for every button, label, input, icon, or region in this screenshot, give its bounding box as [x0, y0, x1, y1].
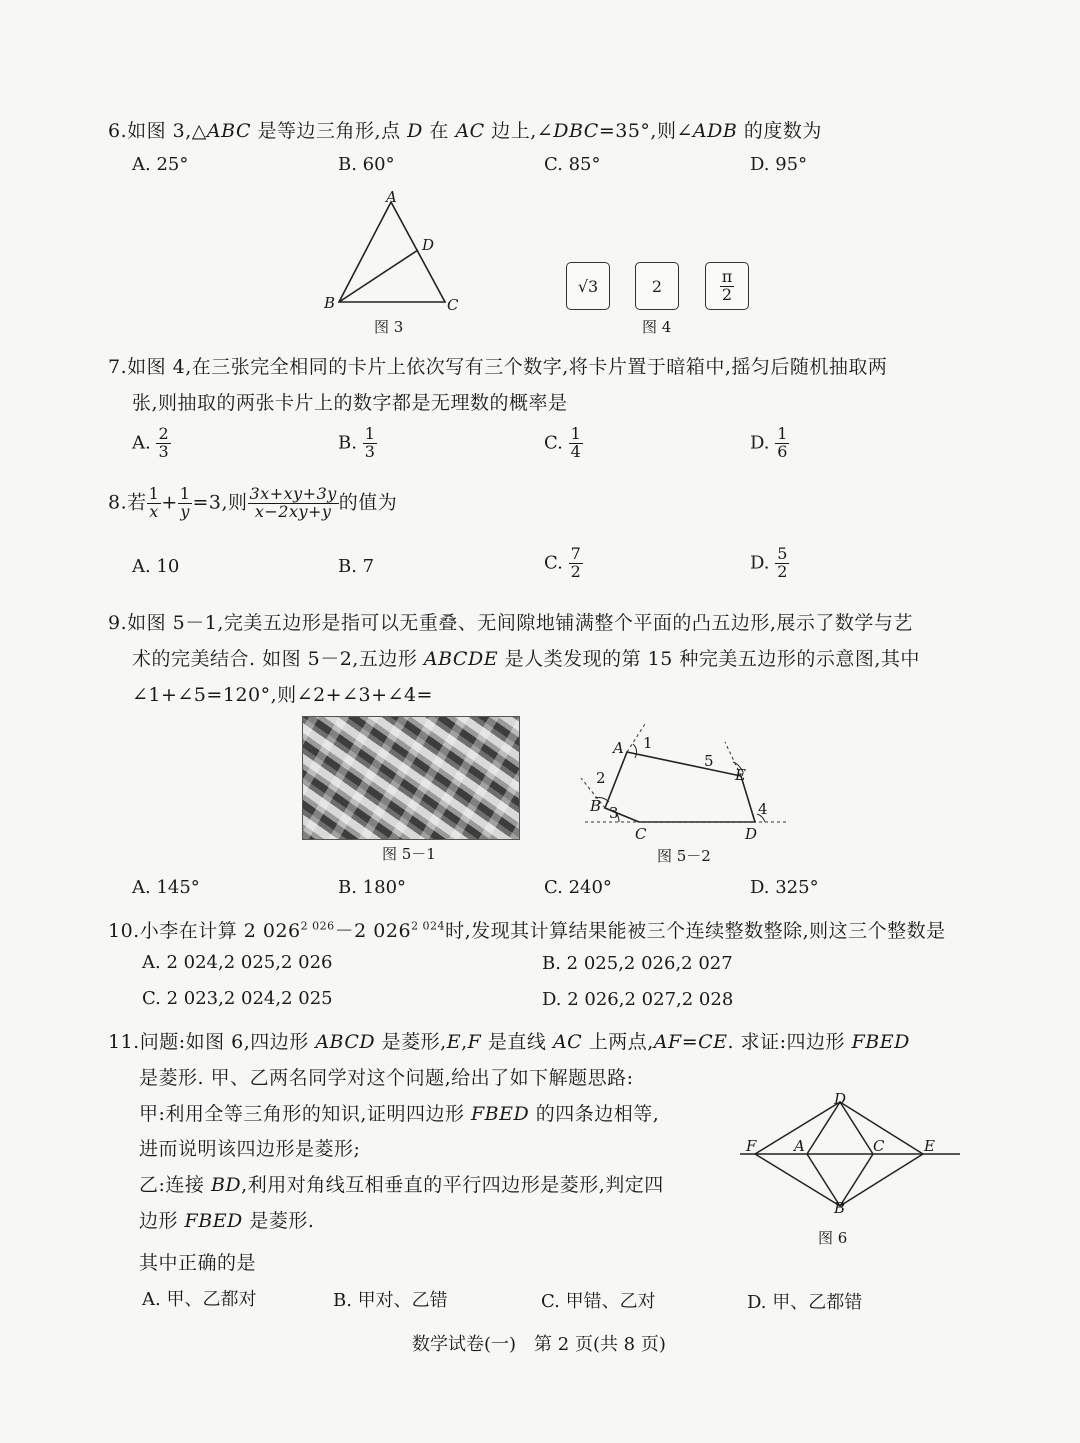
q6-stem-part: 边上,∠	[484, 120, 554, 142]
denominator: 3	[364, 441, 375, 461]
fig3-label-d: D	[422, 236, 435, 254]
fig6-label-a: A	[794, 1137, 805, 1155]
q6-option-a: A. 25°	[132, 154, 189, 175]
fig3-label-a: A	[386, 188, 397, 206]
q8-main-fraction	[248, 486, 339, 521]
q9-line-1: 9.如图 5－1,完美五边形是指可以无重叠、无间隙地铺满整个平面的凸五边形,展示了数学与艺	[108, 612, 913, 634]
card-two	[635, 262, 679, 310]
fig52-label-c: C	[635, 825, 647, 843]
option-fraction	[363, 426, 377, 461]
q9-option-c: C. 240°	[544, 877, 612, 898]
q8-text: 8.若	[108, 491, 147, 514]
q11-option-d: D. 甲、乙都错	[747, 1292, 863, 1313]
fig6-label-c: C	[873, 1137, 885, 1155]
option-label: A.	[132, 432, 151, 454]
q11-text: BD	[210, 1174, 242, 1196]
q10-stem	[108, 916, 946, 943]
q11-option-b: B. 甲对、乙错	[333, 1290, 448, 1311]
numerator: 2	[158, 424, 169, 443]
numerator: 1	[364, 424, 375, 443]
q9-text: ABCDE	[423, 648, 499, 670]
option-fraction	[775, 546, 789, 581]
fig6-label-b: B	[834, 1199, 846, 1217]
q6-stem-part: 在	[422, 120, 456, 142]
card-fraction	[720, 266, 735, 304]
q8-text: 的值为	[338, 491, 398, 514]
q10-option-b: B. 2 025,2 026,2 027	[542, 953, 733, 974]
q8-text: +	[161, 491, 178, 514]
q11-text: 的四条边相等,	[529, 1103, 660, 1125]
q11-text: AC	[552, 1031, 583, 1053]
fig3-label-c: C	[447, 296, 459, 314]
option-label: D.	[750, 552, 770, 574]
q11-text: FBED	[184, 1210, 243, 1232]
q11-text: ,	[461, 1031, 468, 1053]
fig52-angle-2: 2	[596, 769, 606, 787]
q11-text: CE	[698, 1031, 728, 1053]
q10-option-a: A. 2 024,2 025,2 026	[142, 952, 333, 973]
card-pi-over-2	[705, 262, 749, 310]
option-label: C.	[544, 552, 563, 574]
q11-text: FBED	[470, 1103, 530, 1125]
q9-option-b: B. 180°	[338, 877, 407, 898]
q6-stem-part: ABC	[206, 120, 251, 142]
denominator: 4	[570, 441, 581, 461]
q10-option-d: D. 2 026,2 027,2 028	[542, 989, 734, 1010]
denominator: x−2xy+y	[254, 501, 332, 521]
q11-text: 是菱形,	[375, 1031, 447, 1053]
q11-text: AF	[653, 1031, 682, 1053]
q7-option-d	[750, 426, 789, 461]
q9-line-2	[132, 644, 920, 671]
card-numerator: π	[721, 266, 733, 286]
q11-text: 甲:利用全等三角形的知识,证明四边形	[139, 1103, 471, 1125]
q11-text: 乙:连接	[139, 1174, 211, 1196]
denominator: y	[180, 501, 190, 521]
option-fraction	[156, 426, 170, 461]
fig52-angle-1: 1	[643, 734, 653, 752]
option-label: D.	[750, 432, 770, 454]
card-value: 2	[651, 276, 663, 296]
denominator: 3	[158, 441, 169, 461]
fig3-label-b: B	[324, 294, 336, 312]
numerator: 1	[148, 484, 160, 503]
fig6-label-f: F	[746, 1137, 757, 1155]
option-label: C.	[544, 432, 563, 454]
numerator: 5	[777, 544, 788, 563]
q8-frac-1-over-y	[178, 486, 193, 521]
q9-line-3: ∠1+∠5=120°,则∠2+∠3+∠4=	[132, 684, 433, 706]
fig52-angle-5: 5	[704, 752, 714, 770]
q11-text: ,利用对角线互相垂直的平行四边形是菱形,判定四	[241, 1174, 664, 1196]
q11-text: ABCD	[315, 1031, 376, 1053]
q11-line-2: 是菱形. 甲、乙两名同学对这个问题,给出了如下解题思路:	[139, 1067, 634, 1089]
q6-stem-part: AC	[455, 120, 485, 142]
q11-text: 是直线	[481, 1031, 553, 1053]
figure-5-2-pentagon	[575, 720, 805, 840]
fig51-caption: 图 5－1	[382, 845, 436, 863]
q10-exponent: 2 026	[300, 919, 335, 933]
option-fraction	[775, 426, 789, 461]
q11-line-7: 其中正确的是	[139, 1252, 257, 1274]
fig52-label-d: D	[745, 825, 758, 843]
q10-exponent: 2 024	[411, 919, 446, 933]
q6-option-c: C. 85°	[544, 154, 601, 175]
q7-option-c	[544, 426, 583, 461]
q11-text: E	[446, 1031, 462, 1053]
q11-option-c: C. 甲错、乙对	[541, 1291, 656, 1312]
q9-option-a: A. 145°	[132, 877, 200, 898]
card-value: √3	[577, 276, 599, 296]
q6-stem-part: 是等边三角形,点	[251, 120, 408, 142]
q11-line-3	[139, 1099, 659, 1126]
q8-option-a: A. 10	[132, 556, 180, 577]
q11-text: 11.问题:如图 6,四边形	[108, 1031, 316, 1053]
q6-stem-part: ADB	[692, 120, 738, 142]
q7-option-a	[132, 426, 171, 461]
denominator: 2	[570, 561, 581, 581]
q11-line-4: 进而说明该四边形是菱形;	[139, 1138, 361, 1160]
option-label: B.	[338, 432, 357, 454]
q7-line-1: 7.如图 4,在三张完全相同的卡片上依次写有三个数字,将卡片置于暗箱中,摇匀后随机抽取两	[108, 356, 888, 378]
numerator: 3x+xy+3y	[249, 484, 337, 503]
numerator: 1	[179, 484, 191, 503]
fig52-label-e: E	[735, 766, 746, 784]
card-denominator: 2	[721, 284, 733, 304]
q6-stem	[108, 116, 822, 143]
fig6-label-e: E	[924, 1137, 935, 1155]
fig52-caption: 图 5－2	[657, 847, 711, 865]
q11-text: 边形	[139, 1210, 185, 1232]
q6-stem-part: 6.如图 3,△	[108, 120, 207, 142]
fig6-caption: 图 6	[818, 1229, 848, 1247]
q9-option-d: D. 325°	[750, 877, 819, 898]
q11-text: 是菱形.	[242, 1210, 315, 1232]
q6-stem-part: 的度数为	[737, 120, 822, 142]
q9-text: 是人类发现的第 15 种完美五边形的示意图,其中	[498, 648, 920, 670]
option-fraction	[569, 426, 583, 461]
q11-line-1	[108, 1027, 910, 1054]
fig6-label-d: D	[834, 1090, 847, 1108]
q10-option-c: C. 2 023,2 024,2 025	[142, 988, 333, 1009]
fig52-label-b: B	[590, 797, 602, 815]
numerator: 1	[570, 424, 581, 443]
card-sqrt3	[566, 262, 610, 310]
q11-text: =	[681, 1031, 699, 1053]
fig4-caption: 图 4	[642, 318, 672, 336]
q6-stem-part: DBC	[553, 120, 599, 142]
tiling-image	[302, 716, 520, 840]
denominator: 6	[777, 441, 788, 461]
fig52-angle-4: 4	[758, 800, 768, 818]
q11-line-5	[139, 1170, 664, 1197]
q10-text: －2 026	[334, 920, 412, 942]
q8-option-b: B. 7	[338, 556, 375, 577]
numerator: 1	[777, 424, 788, 443]
q7-option-b	[338, 426, 377, 461]
figure-6-rhombus	[735, 1090, 965, 1220]
q11-option-a: A. 甲、乙都对	[142, 1289, 257, 1310]
q11-text: FBED	[851, 1031, 910, 1053]
q8-stem	[108, 486, 397, 521]
q11-text: . 求证:四边形	[727, 1031, 852, 1053]
denominator: x	[149, 501, 159, 521]
q8-text: =3,则	[192, 491, 248, 514]
q7-line-2: 张,则抽取的两张卡片上的数字都是无理数的概率是	[132, 392, 568, 414]
q6-option-d: D. 95°	[750, 154, 808, 175]
denominator: 2	[777, 561, 788, 581]
q10-text: 时,发现其计算结果能被三个连续整数整除,则这三个整数是	[445, 920, 946, 942]
fig52-angle-3: 3	[609, 804, 619, 822]
q8-option-d	[750, 546, 789, 581]
q6-stem-part: D	[407, 120, 423, 142]
q6-stem-part: =35°,则∠	[598, 120, 693, 142]
q6-option-b: B. 60°	[338, 154, 395, 175]
q11-line-6	[139, 1206, 314, 1233]
numerator: 7	[570, 544, 581, 563]
fig52-label-a: A	[613, 739, 624, 757]
q11-text: 上两点,	[582, 1031, 654, 1053]
option-fraction	[569, 546, 583, 581]
q8-option-c	[544, 546, 583, 581]
fig3-caption: 图 3	[374, 318, 404, 336]
q9-text: 术的完美结合. 如图 5－2,五边形	[132, 648, 424, 670]
q10-text: 10.小李在计算 2 026	[108, 920, 301, 942]
q11-text: F	[467, 1031, 482, 1053]
page-footer: 数学试卷(一) 第 2 页(共 8 页)	[412, 1334, 666, 1355]
q8-frac-1-over-x	[147, 486, 162, 521]
